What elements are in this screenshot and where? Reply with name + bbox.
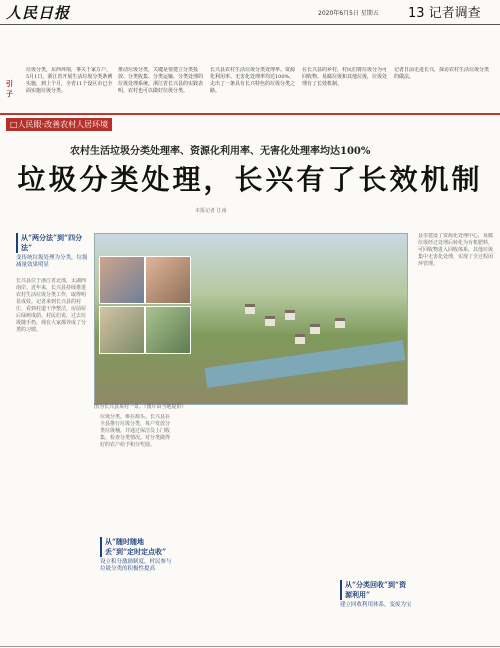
top-divider bbox=[0, 24, 500, 25]
sidebar-box bbox=[100, 537, 172, 573]
section-divider bbox=[0, 113, 500, 115]
section-tag: □人民眼·改善农村人居环境 bbox=[6, 118, 112, 131]
aerial-village-photo bbox=[94, 233, 408, 405]
text-column-right: 县里建设了资源化处理中心，易腐垃圾经过处理后转化为有机肥料，可回收物进入回收体系，其他垃圾集中无害化处理，实现了全过程闭环管理。 bbox=[418, 233, 494, 267]
sidebar-box bbox=[340, 580, 412, 609]
house-shape bbox=[295, 334, 305, 344]
bottom-divider bbox=[0, 646, 500, 647]
inset-photo bbox=[145, 256, 191, 304]
intro-column: 在长兴县的乡村，村民们将垃圾分为可回收物、易腐垃圾和其他垃圾，垃圾处理有了长效机制。 bbox=[302, 67, 388, 87]
intro-box bbox=[0, 27, 500, 98]
inset-photo bbox=[145, 306, 191, 354]
text-column-mid: 垃圾分类，难在源头。长兴县在全县推行垃圾分类，每户发放分类垃圾桶，并通过保洁员上门收集、检查分类情况。对分类做得好的农户给予积分奖励。 bbox=[100, 414, 171, 448]
sidebar-box bbox=[16, 233, 88, 269]
intro-column: 垃圾分类，东西环境，事关千家万户。5月1日，浙江省开展生活垃圾分类条例实施，到上个月，全省11个设区市已全面实施垃圾分类。 bbox=[26, 67, 113, 94]
article-headline: 垃圾分类处理，长兴有了长效机制 bbox=[17, 163, 483, 196]
page-number-section: 13 记者调查 bbox=[408, 6, 481, 21]
house-shape bbox=[265, 316, 275, 326]
article-subtitle: 农村生活垃圾分类处理率、资源化利用率、无害化处理率均达100% bbox=[70, 146, 371, 157]
river-shape bbox=[205, 340, 406, 388]
intro-label: 引子 bbox=[6, 79, 13, 98]
house-shape bbox=[335, 318, 345, 328]
photo-caption: 图为长兴县某村一景。（图片由当地提供） bbox=[94, 404, 187, 410]
sidebar-abstract: 建立回收利用体系，变废为宝 bbox=[340, 602, 412, 608]
sidebar-heading: 从“两分法”到“四分法” bbox=[16, 233, 88, 253]
intro-column: 记者日前走进长兴，探访农村生活垃圾分类的做法。 bbox=[394, 67, 490, 80]
house-shape bbox=[285, 310, 295, 320]
masthead bbox=[0, 0, 500, 24]
sidebar-heading: 从“分类回收”到“资源利用” bbox=[340, 580, 412, 600]
intro-column: 长兴县农村生活垃圾分类处理率、资源化利用率、无害化处理率均达100%，走出了一条具有长兴特色的垃圾分类之路。 bbox=[210, 67, 296, 94]
article-byline: 本报记者 江南 bbox=[195, 208, 227, 214]
house-shape bbox=[245, 304, 255, 314]
issue-date: 2020年6月5日 星期五 bbox=[318, 10, 379, 17]
house-shape bbox=[310, 324, 320, 334]
text-column-left: 长兴县位于浙江省北部，太湖西南岸。近年来，长兴县持续推进农村生活垃圾分类工作，取得明显成效。记者来到长兴县的村庄，看到村道干净整洁，房前屋后绿树成荫。村民们说，过去垃圾随手扔，现在大家都养成了分类的习惯。 bbox=[16, 278, 87, 333]
newspaper-logo: 人民日报 bbox=[6, 4, 71, 22]
inset-photo bbox=[99, 306, 145, 354]
intro-column: 推动垃圾分类，关键是要建立分类投放、分类收集、分类运输、分类处理的垃圾处理系统。浙江省长兴县的实践表明，农村也可以做好垃圾分类。 bbox=[118, 67, 204, 94]
sidebar-abstract: 设立积分激励制度，村民参与垃圾分类的积极性提高 bbox=[100, 559, 172, 572]
inset-photo bbox=[99, 256, 145, 304]
sidebar-heading: 从“随时随地丢”到“定时定点收” bbox=[100, 537, 172, 557]
sidebar-abstract: 变传统垃圾处理为分类，垃圾减量效果明显 bbox=[16, 255, 88, 268]
